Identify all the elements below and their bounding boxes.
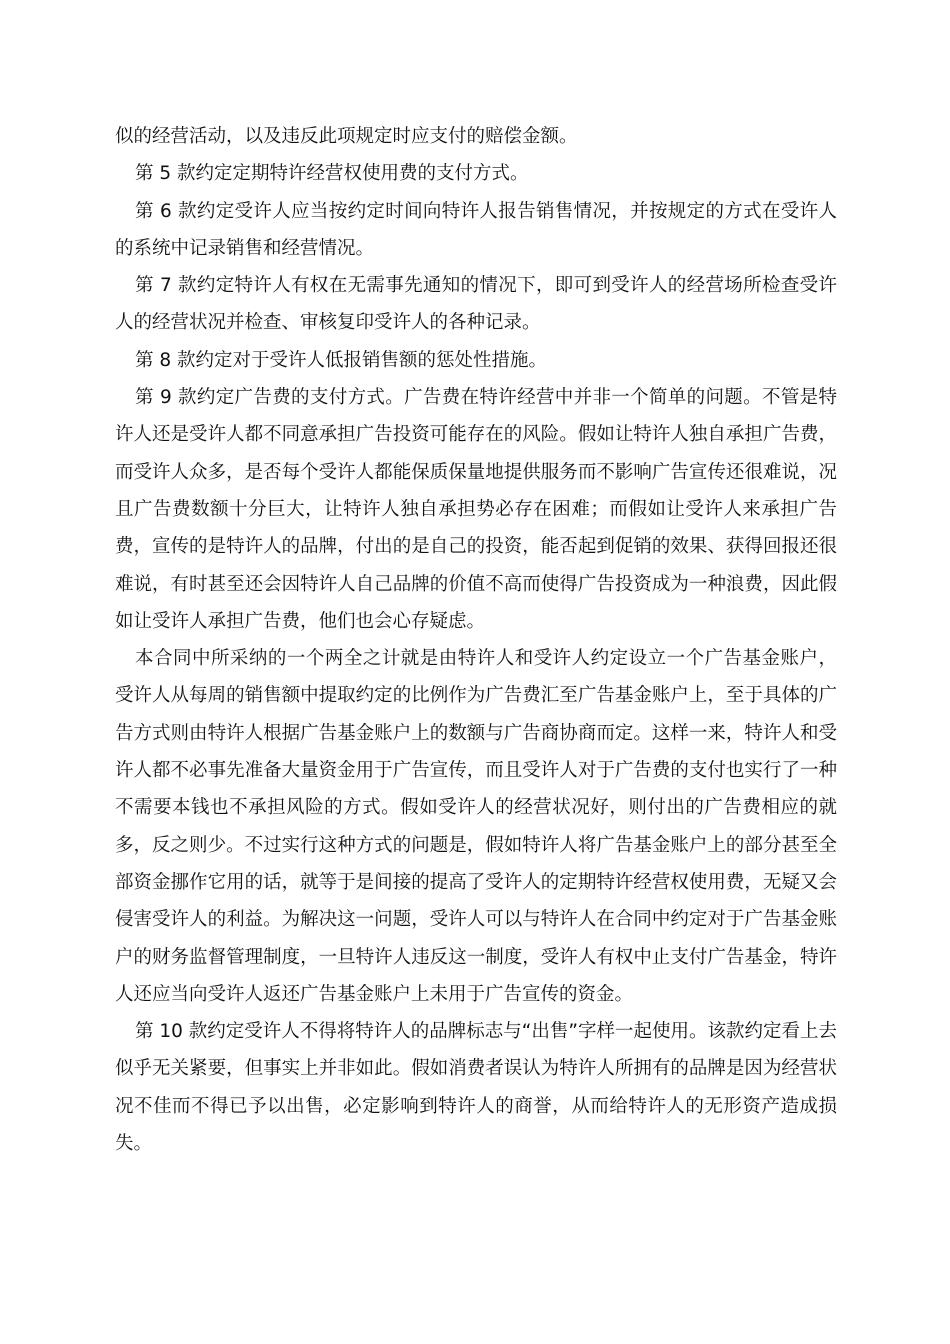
paragraph-ad-fund: 本合同中所采纳的一个两全之计就是由特许人和受许人约定设立一个广告基金账户，受许人从每周的销售额中提取约定的比例作为广告费汇至广告基金账户上，至于具体的广告方式则由特许人根据广告基金账户上的数额与广告商协商而定。这样一来，特许人和受许人都不必事先准备大量资金用于广告宣传，而且受许人对于广告费的支付也实行了一种不需要本钱也不承担风险的方式。假如受许人的经营状况好，则付出的广告费相应的就多，反之则少。不过实行这种方式的问题是，假如特许人将广告基金账户上的部分甚至全部资金挪作它用的话，就等于是间接的提高了受许人的定期特许经营权使用费，无疑又会侵害受许人的利益。为解决这一问题，受许人可以与特许人在合同中约定对于广告基金账户的财务监督管理制度，一旦特许人违反这一制度，受许人有权中止支付广告基金，特许人还应当向受许人返还广告基金账户上未用于广告宣传的资金。	[115, 648, 837, 1005]
paragraph-clause-5: 第 5 款约定定期特许经营权使用费的支付方式。	[135, 163, 529, 185]
paragraph-clause-7: 第 7 款约定特许人有权在无需事先通知的情况下，即可到受许人的经营场所检查受许人的经营状况并检查、审核复印受许人的各种记录。	[115, 275, 837, 334]
document-page	[115, 118, 837, 1162]
paragraph-clause-8: 第 8 款约定对于受许人低报销售额的惩处性措施。	[135, 349, 548, 371]
paragraph-clause-9: 第 9 款约定广告费的支付方式。广告费在特许经营中并非一个简单的问题。不管是特许人还是受许人都不同意承担广告投资可能存在的风险。假如让特许人独自承担广告费，而受许人众多，是否每个受许人都能保质保量地提供服务而不影响广告宣传还很难说，况且广告费数额十分巨大，让特许人独自承担势必存在困难；而假如让受许人来承担广告费，宣传的是特许人的品牌，付出的是自己的投资，能否起到促销的效果、获得回报还很难说，有时甚至还会因特许人自己品牌的价值不高而使得广告投资成为一种浪费，因此假如让受许人承担广告费，他们也会心存疑虑。	[115, 387, 837, 632]
paragraph-continuation: 似的经营活动，以及违反此项规定时应支付的赔偿金额。	[115, 126, 578, 147]
paragraph-clause-10: 第 10 款约定受许人不得将特许人的品牌标志与“出售”字样一起使用。该款约定看上去似乎无关紧要，但事实上并非如此。假如消费者误认为特许人所拥有的品牌是因为经营状况不佳而不得已予以出售，必定影响到特许人的商誉，从而给特许人的无形资产造成损失。	[115, 1021, 837, 1155]
paragraph-clause-6: 第 6 款约定受许人应当按约定时间向特许人报告销售情况，并按规定的方式在受许人的系统中记录销售和经营情况。	[115, 200, 837, 259]
